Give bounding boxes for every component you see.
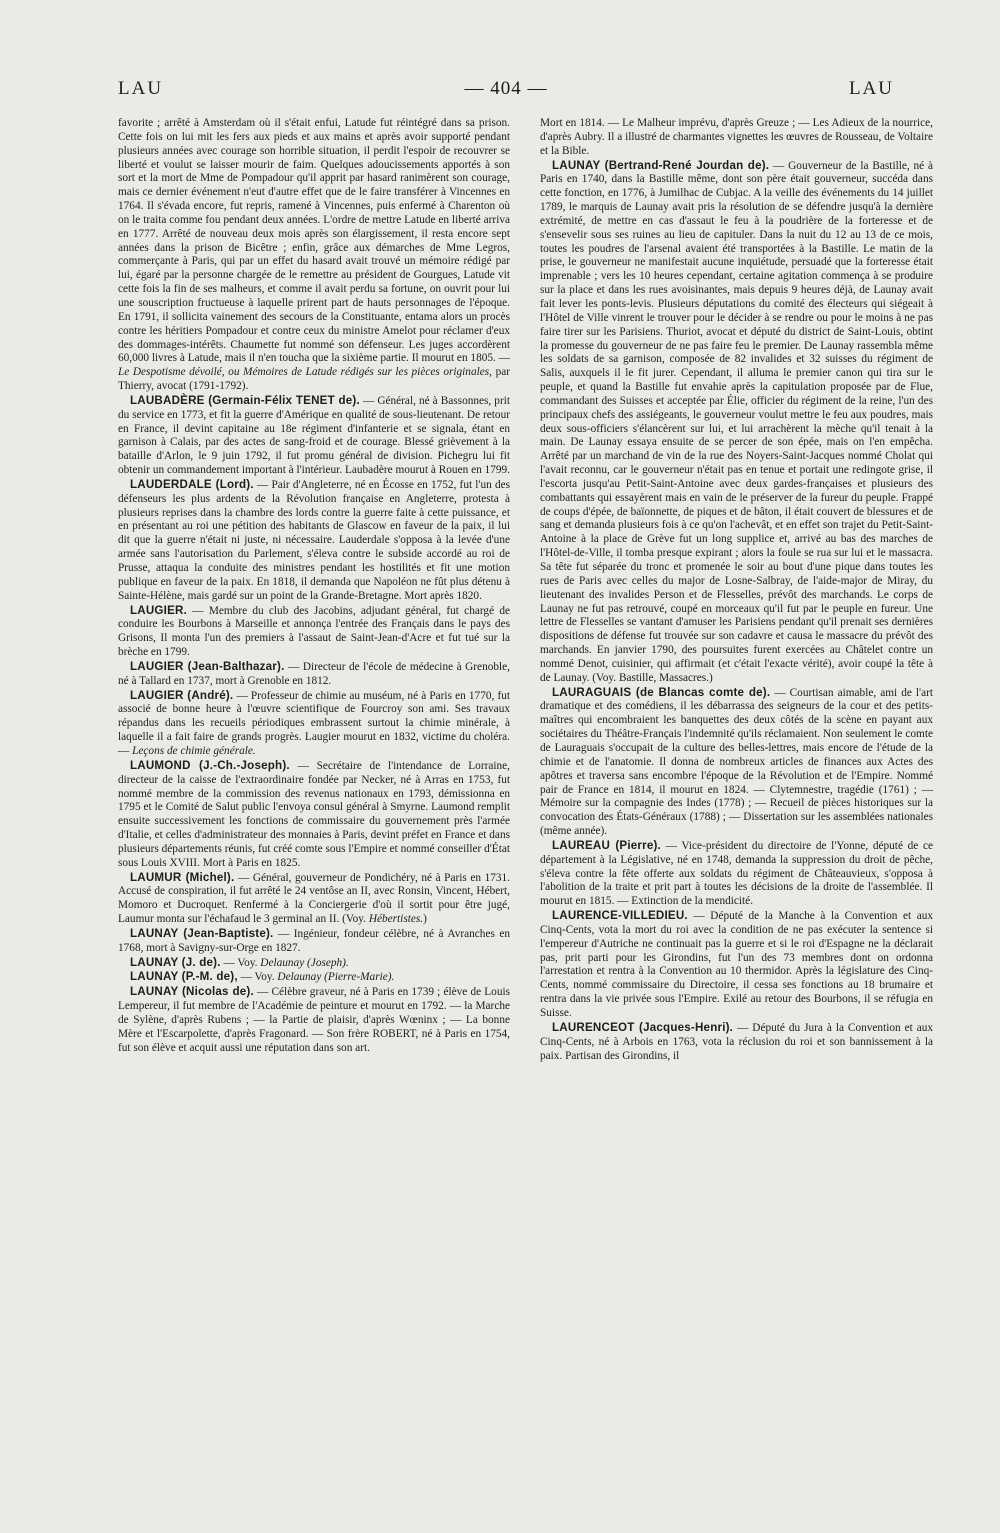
entry-laumond: LAUMOND (J.-Ch.-Joseph). — Secrétaire de l'intendance de Lorraine, directeur de la caisse de l'extraordinaire fondée par Necker, né à Arras en 1753, fut nommé membre de la commission des revenus nationaux en 1793, démissionna en 1795 et le Comité de Salut public l'envoya consul général à Smyrne. Laumond remplit ensuite successivement les fonctions de commissaire du gouvernement près l'armée d'Italie, et celles d'administrateur des monnaies à Paris, devint préfet en France et dans plusieurs départements réunis, fut créé comte sous l'Empire et nommé conseiller d'État sous Louis XVIII. Mort à Paris en 1825. bbox=[118, 758, 510, 869]
page-number: — 404 — bbox=[464, 78, 548, 99]
right-column bbox=[540, 117, 933, 1063]
entry-laugier-andre: LAUGIER (André). — Professeur de chimie au muséum, né à Paris en 1770, fut associé de bonne heure à l'œuvre scientifique de Fourcroy son ami. Ses travaux répandus dans les recueils périodiques embrassent surtout la chimie minérale, à laquelle il a fait faire de grands progrès. Laugier mourut en 1832, victime du choléra. — Leçons de chimie générale. bbox=[118, 688, 510, 757]
entry-laumur: LAUMUR (Michel). — Général, gouverneur de Pondichéry, né à Paris en 1731. Accusé de conspiration, il fut arrêté le 24 ventôse an II, avec Ronsin, Vincent, Hébert, Momoro et Ducroquet. Renfermé à la Conciergerie d'où il sortit pour être jugé, Laumur monta sur l'échafaud le 3 germinal an II. (Voy. Hébertistes.) bbox=[118, 870, 511, 926]
entry-launay-j: LAUNAY (J. de). — Voy. Delaunay (Joseph). bbox=[130, 955, 349, 969]
entry-laurenceot: LAURENCEOT (Jacques-Henri). — Député du Jura à la Convention et aux Cinq-Cents, né à Arbois en 1763, vota la réclusion du roi et son bannissement à la paix. Partisan des Girondins, il bbox=[540, 1020, 934, 1062]
entry-launay-bertrand-rene: LAUNAY (Bertrand-René Jourdan de). — Gouverneur de la Bastille, né à Paris en 1740, dans la Bastille même, dont son père était gouverneur, succéda dans cette fonction, en 1776, à Jumilhac de Cubjac. A la veille des événements du 14 juillet 1789, le marquis de Launay avait pris la résolution de se défendre jusqu'à la dernière extrémité, de mettre en cas d'assaut le feu à la poudrière de la forteresse et de s'ensevelir sous ses ruines au lieu de capituler. Dans la nuit du 12 au 13 de ce mois, toutes les poudres de l'arsenal avaient été transportées à la Bastille. Le matin de la prise, le gouverneur ne manifestait aucune inquiétude, persuadé que la forteresse était imprenable ; vers les 10 heures cependant, certaine agitation commença à se produire sur la place et dans les rues avoisinantes, mais depuis 9 heures déjà, de Launay avait fait lever les ponts-levis. Plusieurs députations du comité des électeurs qui siégeait à l'Hôtel de Ville vinrent le trouver pour le décider à se rendre ou pour le moins à ne pas faire tirer sur les Parisiens. Thuriot, avocat et député du district de Saint-Louis, obtint la promesse du gouverneur de ne pas faire feu le premier. De Launay rassembla même les soldats de sa garnison, composée de 82 invalides et 32 suisses du régiment de Salis, auxquels il le fit jurer. Cependant, il alluma le premier canon qui tira sur le peuple, et quand la Bastille fut envahie après la capitulation proposée par de Flue, commandant des Suisses et acceptée par Élie, officier du régiment de la reine, l'un des principaux chefs des assiégeants, le gouverneur voulut mettre le feu aux poudres, mais deux sous-officiers s'élancèrent sur lui, et lui arrachèrent la mèche qu'il tenait à la main. De Launay essaya ensuite de se percer de son épée, mais on l'en empêcha. Arrêté par un marchand de vin de la rue des Noyers-Saint-Jacques nommé Cholat qui l'avait reconnu, car le gouverneur n'était pas en tenue et portait une redingote grise, il l'escorta jusqu'au Petit-Saint-Antoine avec deux gardes-françaises et plusieurs des combattants qui essayèrent mais en vain de le préserver de la fureur du peuple. Frappé de coups d'épée, de baïonnette, de piques et de bâton, il était couvert de blessures et de sang et demanda plusieurs fois à ce qu'on l'achevât, et en effet son trajet du Petit-Saint-Antoine à la place de Grève fut un long supplice et, arrivé au bas des marches de l'Hôtel-de-Ville, il tomba presque expirant ; alors la foule se rua sur lui et le massacra. Sa tête fut séparée du tronc et promenée le soir au bout d'une pique dans toutes les rues de Paris avec celles du major de Losne-Salbray, de l'aide-major de Miray, du lieutenant des invalides Person et de Flesselles, prévôt des marchands. Le corps de Launay ne fut pas retrouvé, coupé en morceaux qu'il fut par le peuple en fureur. Une lettre de Flesselles se vantant d'amuser les Parisiens pendant qu'il prenait ses dernières dispositions de défense fut trouvée sur son cadavre et causa le massacre du prévôt des marchands. En janvier 1790, des poursuites furent exercées au Châtelet contre un nommé Denot, cuisinier, qui affirmait (et c'était l'exacte vérité), avoir coupé la tête à de Launay. (Voy. Bastille, Massacres.) bbox=[540, 158, 933, 684]
left-column bbox=[118, 117, 510, 1056]
entry-laugier: LAUGIER. — Membre du club des Jacobins, adjudant général, fut chargé de conduire les Bourbons à Marseille et annonça l'entrée des Français dans le pays des Grisons, Il monta l'un des premiers à l'assaut de Saint-Jean-d'Acre et fut tué sur la brèche en 1799. bbox=[118, 603, 510, 659]
entry-laubadere: LAUBADÈRE (Germain-Félix TENET de). — Général, né à Bassonnes, prit du service en 1773, et fit la guerre d'Amérique en qualité de sous-lieutenant. De retour en France, il devint capitaine au 18e régiment d'infanterie et se signala, étant en garnison à Calais, par des actes de sang-froid et de courage. Blessé grièvement à la bataille d'Arlon, le 9 juin 1792, il fut promu général de division. Pichegru lui fit obtenir un commandement important à l'intérieur. Laubadère mourut à Rouen en 1799. bbox=[118, 393, 510, 477]
entry-latude-continued: favorite ; arrêté à Amsterdam où il s'était enfui, Latude fut réintégré dans sa prison. Cette fois on lui mit les fers aux pieds et aux mains et après avoir supporté pendant plusieurs années avec courage son horrible situation, il perdit l'espoir de recouvrer se liberté et voulut se laisser mourir de faim. Quelques adoucissements apportés à son sort et la mort de Mme de Pompadour qu'il apprit par hasard ranimèrent son courage, mais ce dernier événement n'eut d'autre effet que de le faire transférer à Vincennes en 1764. Il s'évada encore, fut repris, ramené à Vincennes, puis enfermé à Charenton où on le traita comme fou pendant deux années. L'ordre de mettre Latude en liberté arriva en 1777. Arrêté de nouveau deux mois après son élargissement, il resta encore sept années dans la prison de Bicêtre ; enfin, grâce aux démarches de Mme Legros, commerçante à Paris, qui par un effet du hasard avait trouvé un mémoire rédigé par lui, égaré par la personne chargée de le remettre au président de Gourgues, Latude vit cette fois la fin de ses malheurs, et comme il avait perdu sa fortune, on ouvrit pour lui une souscription fructueuse à laquelle prirent part de hauts personnages de l'époque. En 1791, il sollicita vainement des secours de la Constituante, entama alors un procès contre les héritiers Pompadour et contre ceux du ministre Amelot pour réclamer d'eux des dommages-intérêts. Chaumette fut nommé son défenseur. Les juges accordèrent 60,000 livres à Latude, mais il n'en toucha que la sixième partie. Il mourut en 1805. — Le Despotisme dévoilé, ou Mémoires de Latude rédigés sur les pièces originales, par Thierry, avocat (1791-1792). bbox=[118, 117, 510, 393]
entry-laurence-villedieu: LAURENCE-VILLEDIEU. — Député de la Manche à la Convention et aux Cinq-Cents, vota la mort du roi avec la condition de ne pas exécuter la sentence si l'empereur d'Autriche ne continuait pas la guerre et si le roi d'Espagne ne la déclarait pas, prit parti pour les Girondins, fut l'un des 73 membres dont on ordonna l'arrestation et rentra à la Convention au 10 thermidor. Après la législature des Cinq-Cents, nommé commissaire du Directoire, il cessa ses fonctions au 18 brumaire et rentra dans la vie privée sous l'Empire. Exilé au retour des Bourbons, il se réfugia en Suisse. bbox=[540, 909, 933, 1019]
entry-launay-nicolas: LAUNAY (Nicolas de). — Célèbre graveur, né à Paris en 1739 ; élève de Louis Lempereur, il fut membre de l'Académie de peinture et mourut en 1792. — la Marche de Sylène, d'après Rubens ; — la Partie de plaisir, d'après Wœninx ; — La bonne Mère et l'Escarpolette, d'après Fragonard. — Son frère ROBERT, né à Paris en 1754, fut son élève et acquit aussi une réputation dans son art. bbox=[118, 985, 511, 1054]
page-header bbox=[118, 72, 894, 106]
entry-laureau: LAUREAU (Pierre). — Vice-président du directoire de l'Yonne, député de ce département à la Législative, né en 1748, demanda la suppression du droit de pêche, s'éleva contre la fête offerte aux soldats du régiment de Châteauvieux, s'opposa à l'abolition de la traite et prit part à toutes les décisions de la droite de l'assemblée. Il mourut en 1815. — Extinction de la mendicité. bbox=[540, 838, 933, 908]
entry-lauderdale: LAUDERDALE (Lord). — Pair d'Angleterre, né en Écosse en 1752, fut l'un des défenseurs les plus ardents de la Révolution française en Angleterre, protesta à plusieurs reprises dans la chambre des lords contre la guerre faite à cette puissance, et en présentant au roi une pétition des habitants de Glascow en faveur de la paix, il lui dit que la guerre n'était ni juste, ni nécessaire. Lauderdale s'opposa à la levée d'une armée sans l'autorisation du Parlement, s'éleva contre le subside accordé au roi de Prusse, attaqua la conduite des ministres pendant les hostilités et fit une motion publique en faveur de la paix. En 1818, il demanda que Napoléon ne fût plus détenu à Sainte-Hélène, mais gardé sur un point de la Grande-Bretagne. Mort après 1820. bbox=[118, 477, 511, 602]
entry-launay-nicolas-continued: Mort en 1814. — Le Malheur imprévu, d'après Greuze ; — Les Adieux de la nourrice, d'après Aubry. Il a illustré de charmantes vignettes les œuvres de Rousseau, de Voltaire et la Bible. bbox=[540, 117, 933, 157]
running-head-left: LAU bbox=[118, 78, 164, 99]
running-head-right: LAU bbox=[848, 78, 894, 99]
entry-lauraguais: LAURAGUAIS (de Blancas comte de). — Courtisan aimable, ami de l'art dramatique et des comédiens, il les débarrassa des seigneurs de la cour et des petits-maîtres qui encombraient les banquettes des deux côtés de la scène en payant aux sociétaires du Théâtre-Français l'indemnité qu'ils réclamaient. Non seulement le comte de Lauraguais s'occupait de la culture des belles-lettres, mais encore de l'étude de la chimie et de l'anatomie. Il donna de nombreux articles de finances aux Actes des apôtres et traversa sans encombre l'époque de la Révolution et de l'Empire. Nommé pair de France en 1814, il mourut en 1824. — Clytemnestre, tragédie (1761) ; — Mémoire sur la compagnie des Indes (1778) ; — Recueil de pièces historiques sur la convocation des États-Généraux (1788) ; — Dissertation sur les assemblées nationales (même année). bbox=[540, 685, 933, 838]
entry-launay-pm: LAUNAY (P.-M. de), — Voy. Delaunay (Pierre-Marie). bbox=[130, 970, 395, 984]
entry-launay-jean-baptiste: LAUNAY (Jean-Baptiste). — Ingénieur, fondeur célèbre, né à Avranches en 1768, mort à Savigny-sur-Orge en 1827. bbox=[118, 926, 511, 954]
entry-laugier-jean-balthazar: LAUGIER (Jean-Balthazar). — Directeur de l'école de médecine à Grenoble, né à Tallard en 1737, mort à Grenoble en 1812. bbox=[118, 659, 510, 687]
